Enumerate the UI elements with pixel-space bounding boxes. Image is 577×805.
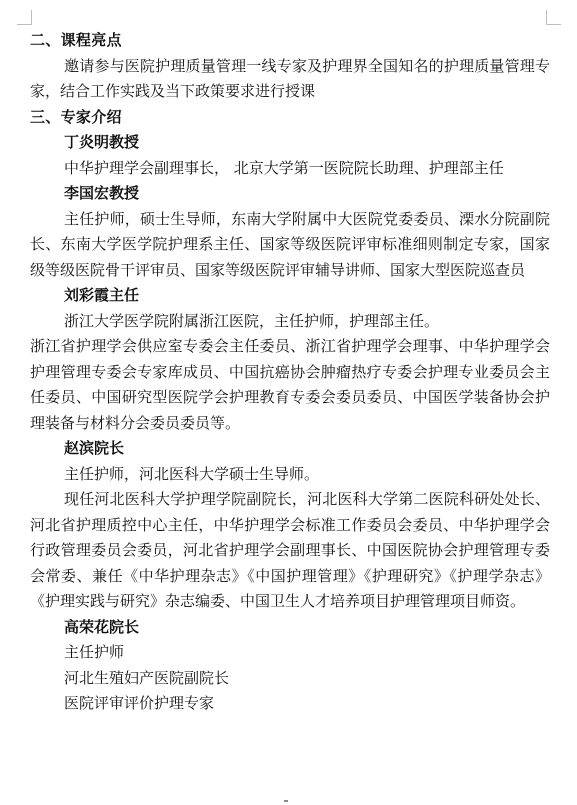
expert-description: 浙江大学医学院附属浙江医院，主任护师，护理部主任。 [64,311,440,330]
expert-description: 医院评审评价护理专家 [64,694,215,712]
section-heading-expert-introduction: 三、专家介绍 [30,107,122,126]
expert-description: 主任护师，河北医科大学硕士生导师。 [64,464,320,483]
page-corner-mark-top-right [546,10,561,25]
expert-description: 中华护理学会副理事长， 北京大学第一医院院长助理、护理部主任 [64,158,504,177]
page-bottom-mark [284,800,288,802]
expert-name: 刘彩霞主任 [64,286,140,304]
expert-description: 浙江省护理学会供应室专委会主任委员、浙江省护理学会理事、中华护理学会护理管理专委会专家库成员、中国抗癌协会肿瘤热疗专委会护理专业委员会主任委员、中国研究型医院学会护理教育专委会委员委员、中国医学装备协会护理装备与材料分会委员委员等。 [30,337,550,432]
section-heading-course-highlights: 二、课程亮点 [30,31,122,49]
page-corner-mark-top-left [17,10,32,25]
expert-description: 现任河北医科大学护理学院副院长，河北医科大学第二医院科研处处长、河北省护理质控中心主任，中华护理学会标准工作委员会委员、中华护理学会行政管理委员会委员，河北省护理学会副理事长、中国医院协会护理管理专委会常委、兼任《中华护理杂志》《中国护理管理》《护理研究》《护理学杂志》《护理实践与研究》杂志编委、中国卫生人才培养项目护理管理项目师资。 [30,490,550,610]
expert-description: 主任护师，硕士生导师，东南大学附属中大医院党委委员、溧水分院副院长、东南大学医学院护理系主任、国家等级医院评审标准细则制定专家，国家级等级医院骨干评审员、国家等级医院评审辅导讲师、国家大型医院巡查员 [30,209,550,279]
course-highlights-paragraph: 邀请参与医院护理质量管理一线专家及护理界全国知名的护理质量管理专家，结合工作实践及当下政策要求进行授课 [30,56,550,100]
document-body [30,28,550,717]
expert-description: 主任护师 [64,643,125,661]
expert-name: 赵滨院长 [64,439,125,457]
expert-name: 丁炎明教授 [64,133,140,151]
expert-name: 高荣花院长 [64,617,140,636]
expert-description: 河北生殖妇产医院副院长 [64,668,230,687]
expert-name: 李国宏教授 [64,184,140,202]
